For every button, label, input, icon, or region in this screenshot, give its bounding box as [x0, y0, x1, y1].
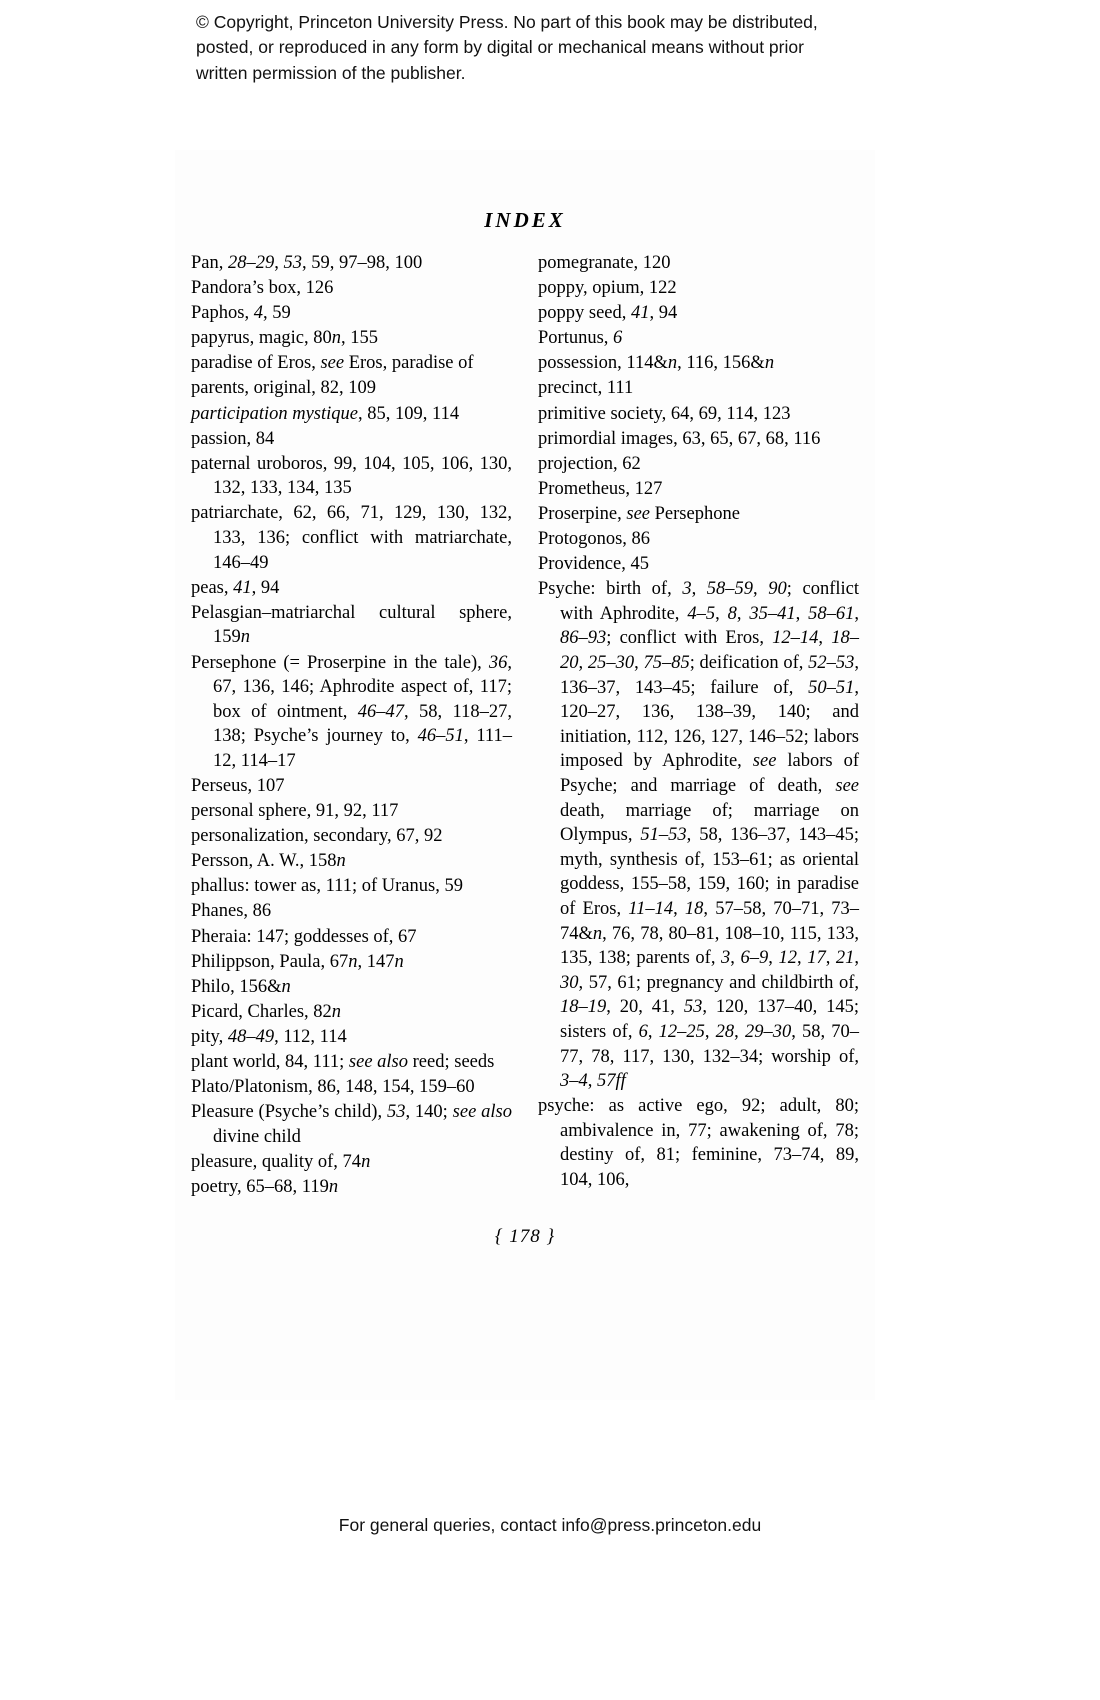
- copyright-notice: © Copyright, Princeton University Press. No part of this book may be distributed, posted, or reproduced in any form by digital or mechanical means without prior written permission of the publisher.: [196, 12, 818, 83]
- index-entry: paradise of Eros, see Eros, paradise of: [191, 353, 474, 374]
- index-entry: Persson, A. W., 158n: [191, 851, 346, 872]
- index-entry: poetry, 65–68, 119n: [191, 1176, 339, 1197]
- index-entry: Phanes, 86: [191, 901, 272, 922]
- index-entry: Philippson, Paula, 67n, 147n: [191, 951, 404, 972]
- index-entry: Pheraia: 147; goddesses of, 67: [191, 926, 417, 947]
- index-entry: Protogonos, 86: [538, 529, 651, 550]
- index-entry: Perseus, 107: [191, 775, 285, 796]
- footer-notice: For general queries, contact info@press.princeton.edu: [338, 1515, 762, 1535]
- index-entry: papyrus, magic, 80n, 155: [191, 328, 379, 349]
- index-entry: Pleasure (Psyche’s child), 53, 140; see also divine child: [191, 1102, 512, 1147]
- index-entry: patriarchate, 62, 66, 71, 129, 130, 132, 133, 136; conflict with matriarchate, 146–49: [191, 503, 512, 573]
- index-entry: Proserpine, see Persephone: [538, 503, 740, 524]
- index-entry: participation mystique, 85, 109, 114: [191, 403, 460, 424]
- index-entry: Pandora’s box, 126: [191, 278, 334, 299]
- index-entry: pomegranate, 120: [538, 253, 671, 273]
- index-entry: pleasure, quality of, 74n: [191, 1151, 371, 1172]
- index-entry: personal sphere, 91, 92, 117: [191, 801, 399, 822]
- index-entry: Plato/Platonism, 86, 148, 154, 159–60: [191, 1077, 475, 1098]
- index-entry: phallus: tower as, 111; of Uranus, 59: [191, 876, 463, 897]
- index-entry: poppy seed, 41, 94: [538, 303, 678, 324]
- index-entry: primitive society, 64, 69, 114, 123: [538, 403, 791, 424]
- index-entry: plant world, 84, 111; see also reed; seeds: [191, 1052, 495, 1072]
- index-entry: primordial images, 63, 65, 67, 68, 116: [538, 428, 821, 449]
- index-entry: pity, 48–49, 112, 114: [191, 1026, 347, 1047]
- index-entry: Pan, 28–29, 53, 59, 97–98, 100: [191, 253, 423, 273]
- index-entry: peas, 41, 94: [191, 577, 280, 598]
- index-entry: Paphos, 4, 59: [191, 303, 291, 324]
- index-entry: Philo, 156&n: [191, 976, 291, 997]
- book-page: [175, 150, 875, 1400]
- index-entry: Picard, Charles, 82n: [191, 1001, 342, 1022]
- index-columns: [175, 251, 875, 1200]
- index-entry: Portunus, 6: [538, 328, 623, 349]
- running-head: INDEX: [484, 208, 566, 232]
- page-number: { 178 }: [494, 1226, 556, 1248]
- index-column-left: [191, 251, 512, 1200]
- index-entry: Providence, 45: [538, 554, 649, 575]
- index-entry: parents, original, 82, 109: [191, 378, 376, 399]
- index-entry: Pelasgian–matriarchal cultural sphere, 159n: [191, 602, 512, 648]
- index-entry: Persephone (= Proserpine in the tale), 36, 67, 136, 146; Aphrodite aspect of, 117; box of ointment, 46–47, 58, 118–27, 138; Psyche’s journey to, 46–51, 111–12, 114–17: [191, 652, 512, 771]
- index-entry: paternal uroboros, 99, 104, 105, 106, 130, 132, 133, 134, 135: [191, 453, 512, 499]
- index-entry: passion, 84: [191, 428, 275, 449]
- index-entry: personalization, secondary, 67, 92: [191, 826, 443, 847]
- index-entry: possession, 114&n, 116, 156&n: [538, 353, 775, 374]
- index-entry: precinct, 111: [538, 378, 634, 399]
- index-column-right: [538, 251, 859, 1200]
- index-entry: Prometheus, 127: [538, 478, 663, 499]
- index-entry: poppy, opium, 122: [538, 278, 677, 299]
- index-entry: psyche: as active ego, 92; adult, 80; ambivalence in, 77; awakening of, 78; destiny of, 81; feminine, 73–74, 89, 104, 106,: [538, 1096, 859, 1190]
- index-entry: Psyche: birth of, 3, 58–59, 90; conflict with Aphrodite, 4–5, 8, 35–41, 58–61, 86–93; conflict with Eros, 12–14, 18–20, 25–30, 75–85; deification of, 52–53, 136–37, 143–45; failure of, 50–51, 120–27, 136, 138–39, 140; and initiation, 112, 126, 127, 146–52; labors imposed by Aphrodite, see labors of Psyche; and marriage of death, see death, marriage of; marriage on Olympus, 51–53, 58, 136–37, 143–45; myth, synthesis of, 153–61; as oriental goddess, 155–58, 159, 160; in paradise of Eros, 11–14, 18, 57–58, 70–71, 73–74&n, 76, 78, 80–81, 108–10, 115, 133, 135, 138; parents of, 3, 6–9, 12, 17, 21, 30, 57, 61; pregnancy and childbirth of, 18–19, 20, 41, 53, 120, 137–40, 145; sisters of, 6, 12–25, 28, 29–30, 58, 70–77, 78, 117, 130, 132–34; worship of, 3–4, 57ff: [538, 579, 860, 1092]
- index-entry: projection, 62: [538, 453, 641, 474]
